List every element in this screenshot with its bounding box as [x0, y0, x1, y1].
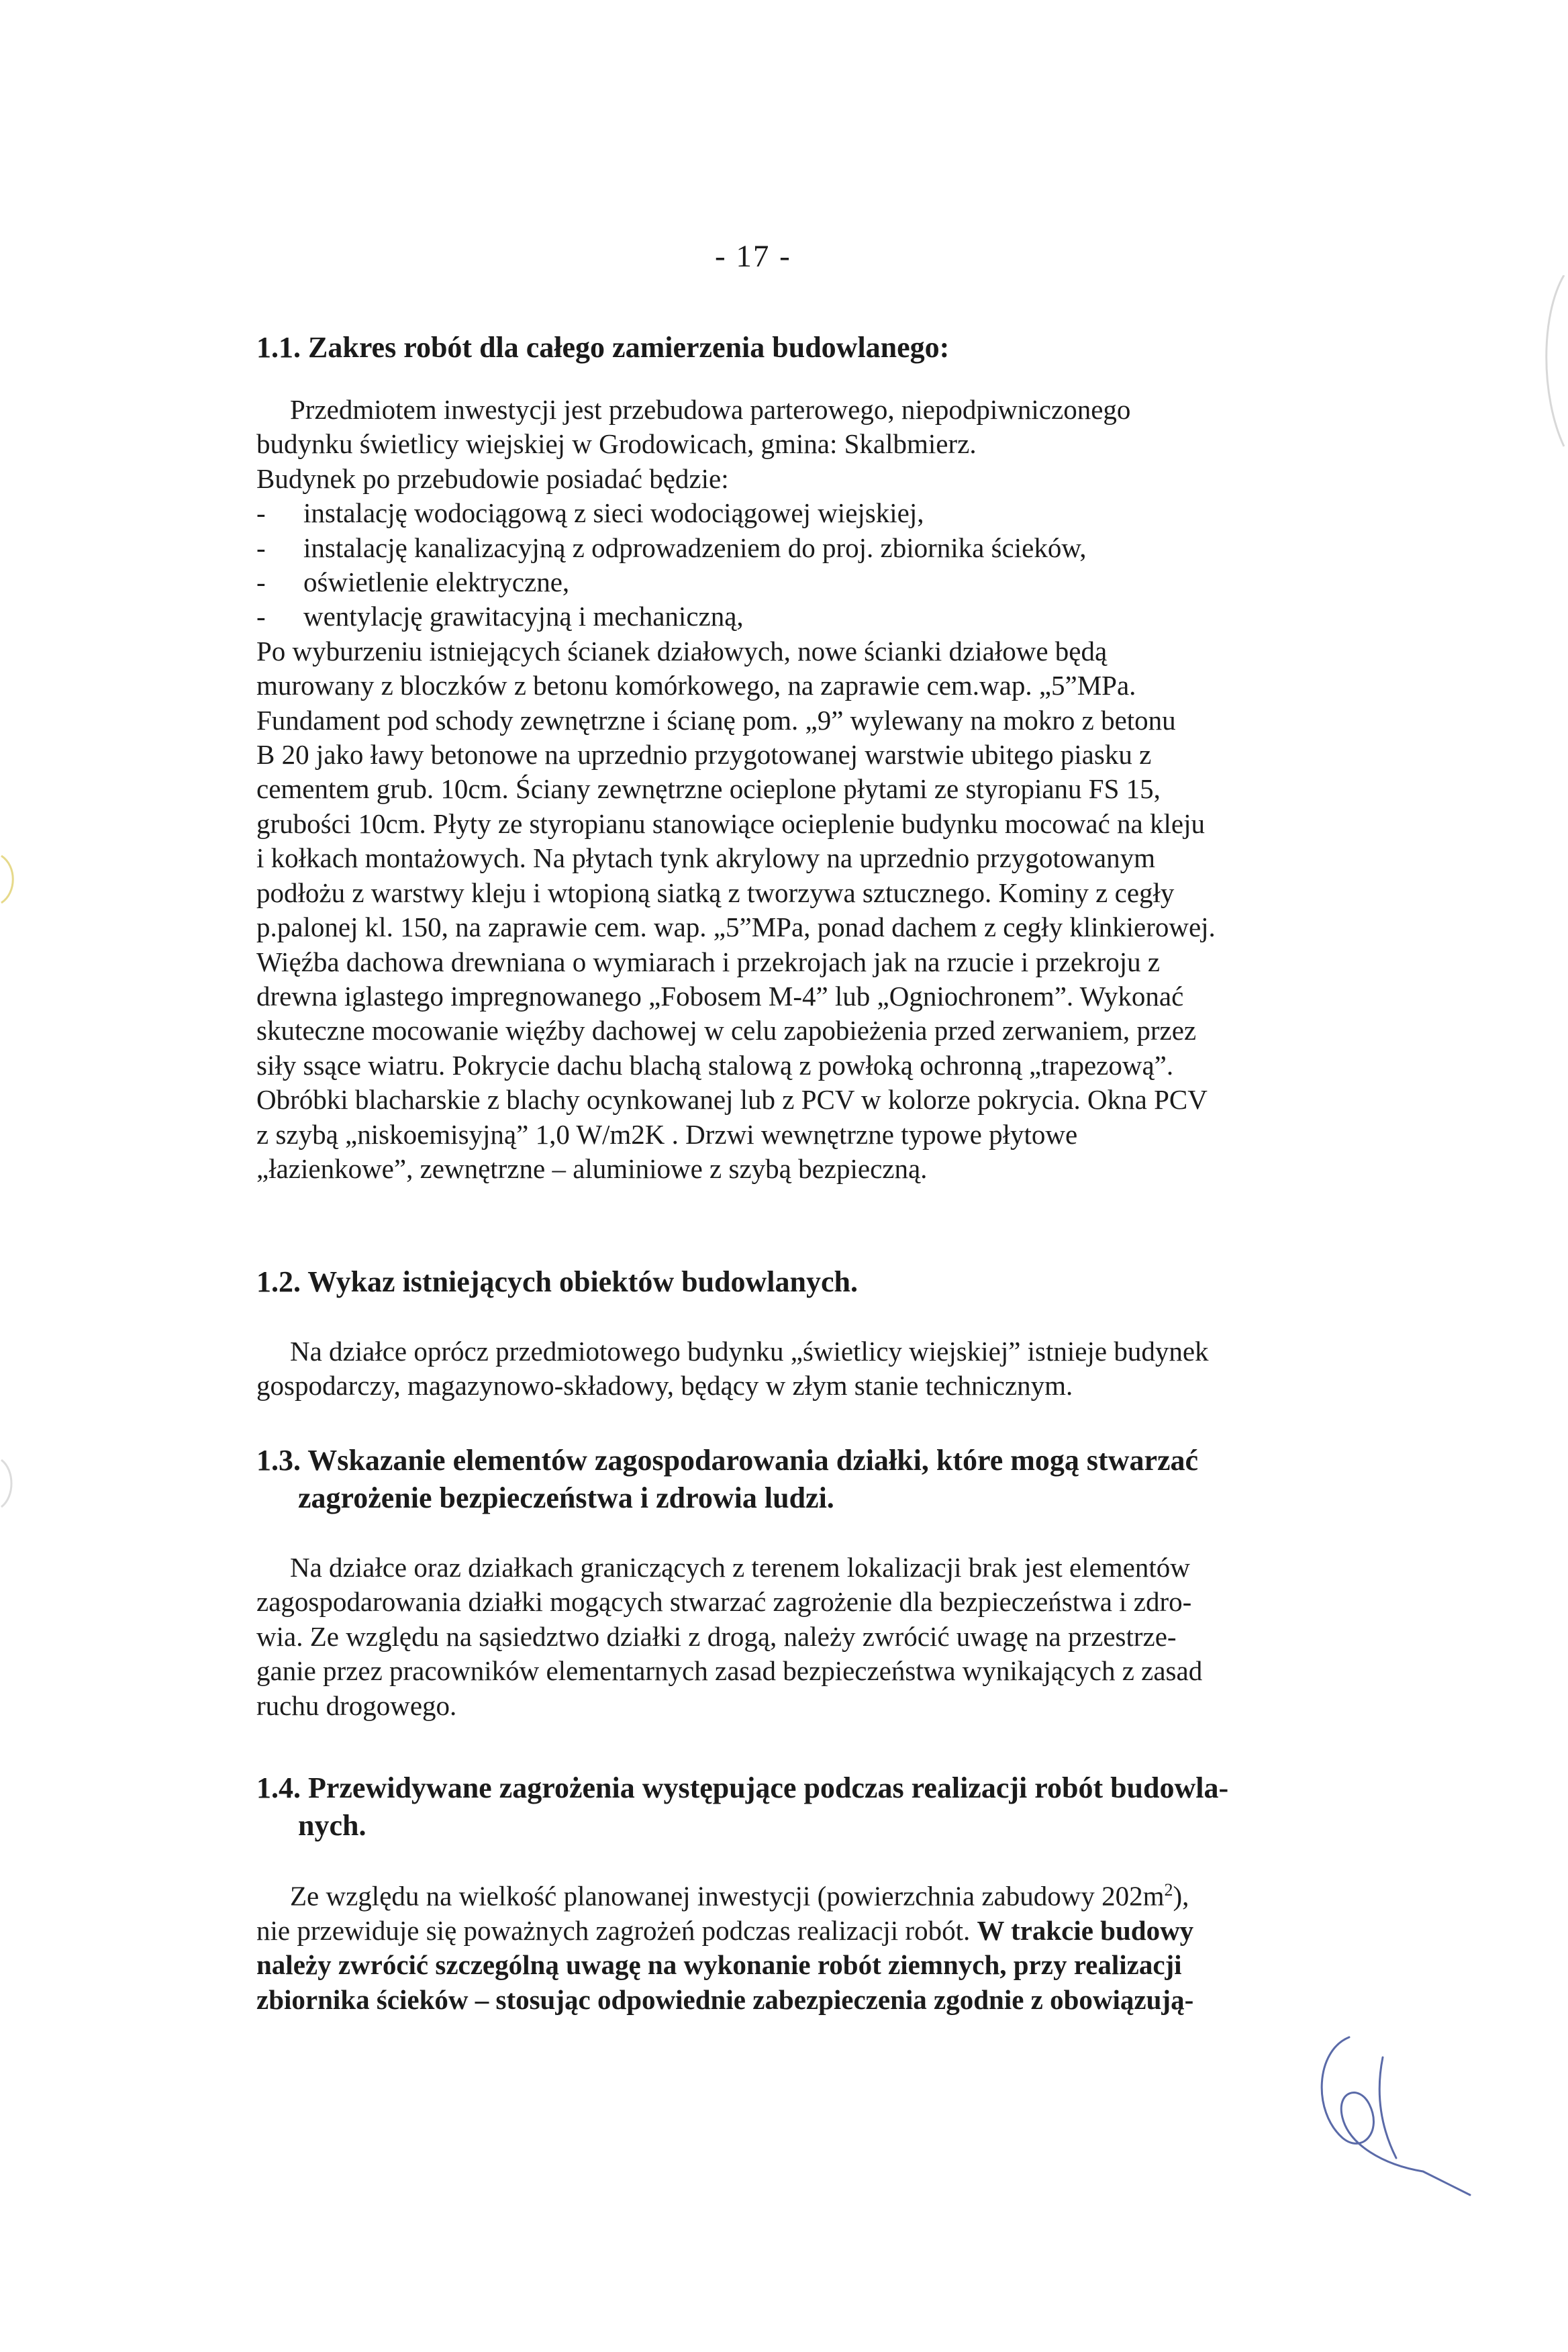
text-line: siły ssące wiatru. Pokrycie dachu blachą stalową z powłoką ochronną „trapezową”.	[256, 1049, 1174, 1081]
text-line	[256, 1914, 1398, 1948]
text-line: gospodarczy, magazynowo-składowy, będący w złym stanie technicznym.	[256, 1370, 1073, 1402]
heading-line: zagrożenie bezpieczeństwa i zdrowia ludzi.	[298, 1481, 834, 1514]
superscript: 2	[1164, 1880, 1173, 1900]
text-line: ruchu drogowego.	[256, 1689, 457, 1721]
scan-edge-mark	[0, 852, 20, 906]
bullet-item: - wentylację grawitacyjną i mechaniczną,	[256, 599, 1398, 634]
text-line: Po wyburzeniu istniejących ścianek działowych, nowe ścianki działowe będą	[256, 635, 1108, 667]
text-line	[256, 1873, 1398, 1914]
section-1-4-heading	[256, 1769, 1398, 1845]
page-number: - 17 -	[715, 239, 791, 274]
text-line: zagospodarowania działki mogących stwarzać zagrożenie dla bezpieczeństwa i zdro-	[256, 1586, 1192, 1618]
section-1-2-heading: 1.2. Wykaz istniejących obiektów budowlanych.	[256, 1265, 858, 1298]
section-1-4	[256, 1769, 1398, 1845]
section-1-1-body	[256, 393, 1398, 1186]
section-1-2	[256, 1263, 1398, 1301]
bullet-item: - oświetlenie elektryczne,	[256, 565, 1398, 599]
section-1-2-body	[256, 1334, 1398, 1404]
text-line: grubości 10cm. Płyty ze styropianu stanowiące ocieplenie budynku mocować na kleju	[256, 807, 1205, 839]
text-line: „łazienkowe”, zewnętrzne – aluminiowe z szybą bezpieczną.	[256, 1153, 928, 1184]
section-number: 1.4.	[256, 1771, 301, 1804]
text-line: Na działce oraz działkach graniczących z terenem lokalizacji brak jest elementów	[290, 1552, 1190, 1583]
text-line: Przedmiotem inwestycji jest przebudowa parterowego, niepodpiwniczonego	[290, 394, 1131, 425]
section-1-4-body	[256, 1873, 1398, 2017]
section-1-1	[256, 329, 1398, 366]
text-line: drewna iglastego impregnowanego „Fobosem M-4” lub „Ogniochronem”. Wykonać	[256, 980, 1184, 1012]
text-fragment: ),	[1173, 1880, 1189, 1912]
text-line: skuteczne mocowanie więźby dachowej w celu zapobieżenia przed zerwaniem, przez	[256, 1015, 1197, 1046]
text-line: Na działce oprócz przedmiotowego budynku „świetlicy wiejskiej” istnieje budynek	[290, 1336, 1209, 1367]
bold-text-line: należy zwrócić szczególną uwagę na wykonanie robót ziemnych, przy realizacji	[256, 1949, 1182, 1981]
text-line: ganie przez pracowników elementarnych zasad bezpieczeństwa wynikających z zasad	[256, 1655, 1203, 1687]
section-1-1-heading: 1.1. Zakres robót dla całego zamierzenia budowlanego:	[256, 331, 950, 364]
text-line: Fundament pod schody zewnętrzne i ścianę pom. „9” wylewany na mokro z betonu	[256, 704, 1176, 736]
text-line: Obróbki blacharskie z blachy ocynkowanej lub z PCV w kolorze pokrycia. Okna PCV	[256, 1084, 1208, 1116]
text-line: wia. Ze względu na sąsiedztwo działki z drogą, należy zwrócić uwagę na przestrze-	[256, 1620, 1177, 1652]
text-line: Budynek po przebudowie posiadać będzie:	[256, 462, 729, 494]
bold-text-fragment: W trakcie budowy	[977, 1915, 1194, 1947]
text-line: Więźba dachowa drewniana o wymiarach i przekrojach jak na rzucie i przekroju z	[256, 946, 1161, 977]
section-1-3-heading	[256, 1442, 1398, 1517]
bullet-item: - instalację wodociągową z sieci wodociągowej wiejskiej,	[256, 496, 1398, 530]
text-line: cementem grub. 10cm. Ściany zewnętrzne ocieplone płytami ze styropianu FS 15,	[256, 773, 1161, 805]
text-line: podłożu z warstwy kleju i wtopioną siatką z tworzywa sztucznego. Kominy z cegły	[256, 877, 1175, 908]
heading-line: Wskazanie elementów zagospodarowania działki, które mogą stwarzać	[307, 1444, 1199, 1477]
text-line: z szybą „niskoemisyjną” 1,0 W/m2K . Drzwi wewnętrzne typowe płytowe	[256, 1118, 1078, 1150]
section-1-3-body	[256, 1551, 1398, 1723]
text-line: i kołkach montażowych. Na płytach tynk akrylowy na uprzednio przygotowanym	[256, 842, 1155, 874]
text-line: p.palonej kl. 150, na zaprawie cem. wap. „5”MPa, ponad dachem z cegły klinkierowej.	[256, 912, 1216, 943]
scan-edge-mark	[1537, 275, 1568, 450]
text-line: murowany z bloczków z betonu komórkowego, na zaprawie cem.wap. „5”MPa.	[256, 670, 1136, 701]
heading-line: Przewidywane zagrożenia występujące podczas realizacji robót budowla-	[308, 1771, 1229, 1804]
section-number: 1.3.	[256, 1444, 301, 1477]
signature-mark	[1302, 2030, 1477, 2198]
text-fragment: nie przewiduje się poważnych zagrożeń podczas realizacji robót.	[256, 1915, 977, 1947]
text-fragment: Ze względu na wielkość planowanej inwestycji (powierzchnia zabudowy 202m	[290, 1880, 1165, 1912]
text-line: B 20 jako ławy betonowe na uprzednio przygotowanej warstwie ubitego piasku z	[256, 739, 1152, 771]
bold-text-line: zbiornika ścieków – stosując odpowiednie zabezpieczenia zgodnie z obowiązują-	[256, 1983, 1194, 2015]
heading-line: nych.	[298, 1809, 366, 1842]
section-1-3	[256, 1442, 1398, 1517]
scan-edge-mark	[0, 1457, 20, 1510]
text-line: budynku świetlicy wiejskiej w Grodowicach, gmina: Skalbmierz.	[256, 428, 977, 460]
bullet-item: - instalację kanalizacyjną z odprowadzeniem do proj. zbiornika ścieków,	[256, 531, 1398, 565]
